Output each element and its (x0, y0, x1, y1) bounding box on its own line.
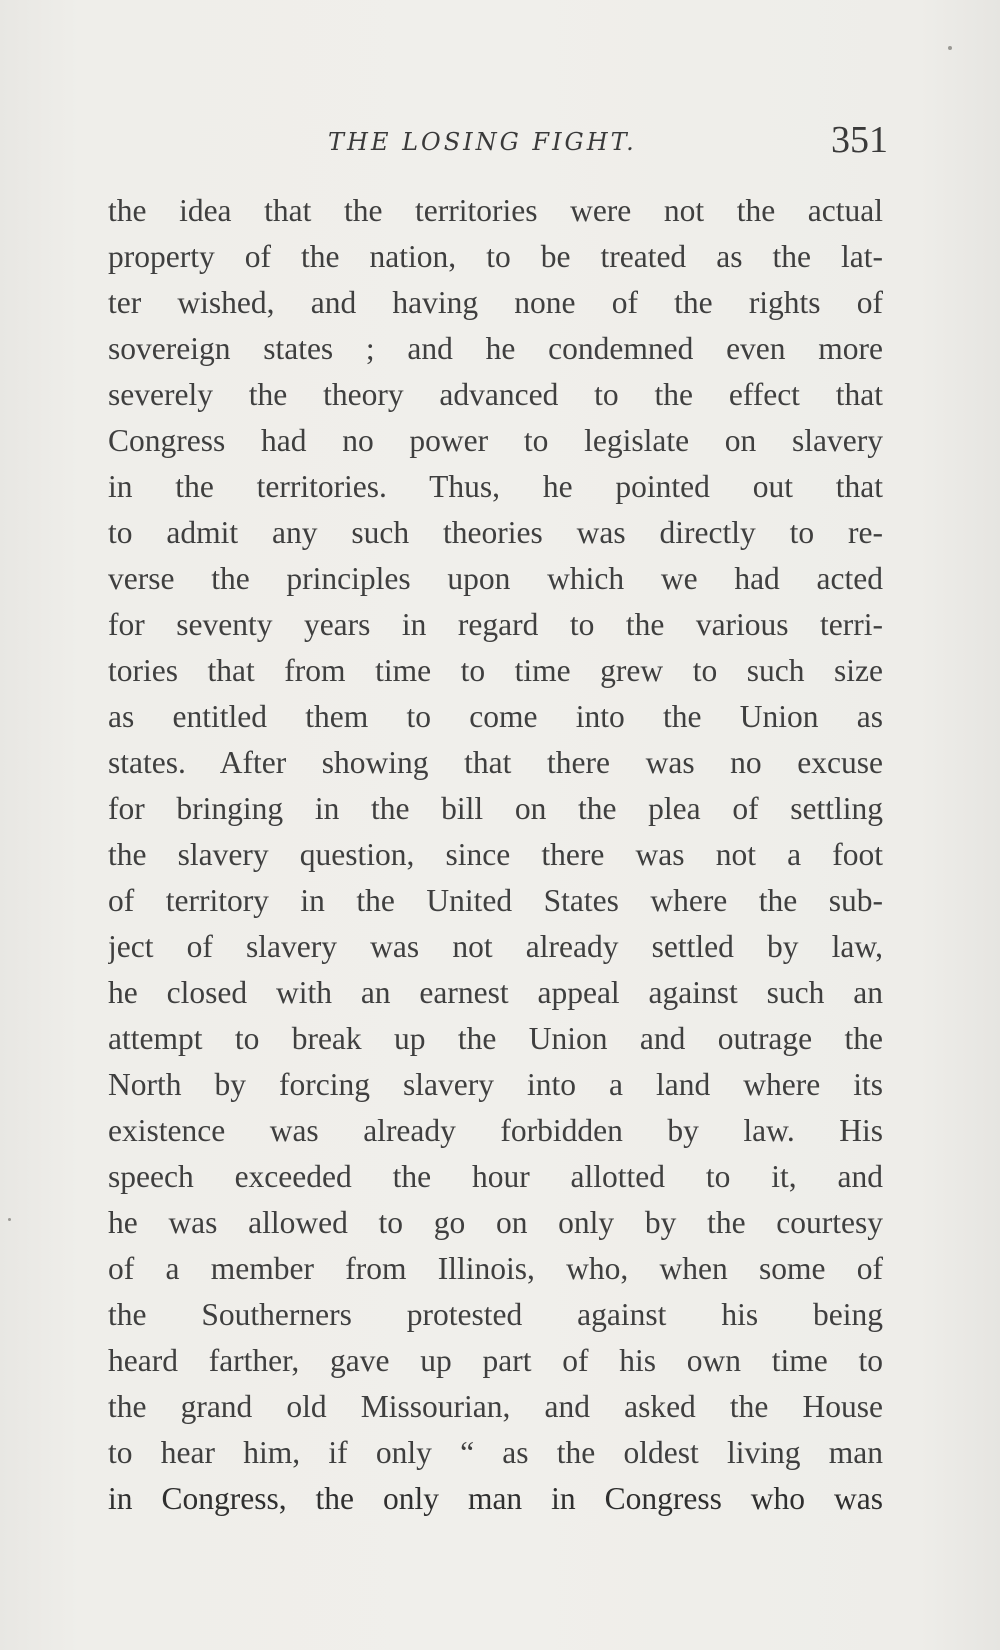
text-line: Congress had no power to legislate on slavery (108, 423, 883, 458)
text-line: as entitled them to come into the Union as (108, 699, 883, 734)
paper-speck (8, 1218, 11, 1221)
text-line: severely the theory advanced to the effect that (108, 377, 883, 412)
text-line: the idea that the territories were not the actual (108, 193, 883, 228)
text-line: for bringing in the bill on the plea of settling (108, 791, 883, 826)
text-line: of a member from Illinois, who, when some of (108, 1251, 883, 1286)
text-line: ter wished, and having none of the rights of (108, 285, 883, 320)
text-line: ject of slavery was not already settled by law, (108, 929, 883, 964)
paper-speck (948, 46, 952, 50)
text-line: to hear him, if only “ as the oldest living man (108, 1435, 883, 1470)
text-line: property of the nation, to be treated as the lat- (108, 239, 883, 274)
text-line: tories that from time to time grew to such size (108, 653, 883, 688)
page-header (108, 118, 888, 168)
text-line: the grand old Missourian, and asked the House (108, 1389, 883, 1424)
text-line: verse the principles upon which we had acted (108, 561, 883, 596)
text-line: attempt to break up the Union and outrage the (108, 1021, 883, 1056)
text-line: heard farther, gave up part of his own time to (108, 1343, 883, 1378)
text-line: sovereign states ; and he condemned even more (108, 331, 883, 366)
text-line: for seventy years in regard to the various terri- (108, 607, 883, 642)
text-line: in the territories. Thus, he pointed out that (108, 469, 883, 504)
text-line: he closed with an earnest appeal against such an (108, 975, 883, 1010)
text-line: of territory in the United States where the sub- (108, 883, 883, 918)
text-line: speech exceeded the hour allotted to it, and (108, 1159, 883, 1194)
text-line: he was allowed to go on only by the courtesy (108, 1205, 883, 1240)
page-number: 351 (831, 119, 888, 161)
body-text (108, 188, 883, 1522)
text-line: states. After showing that there was no excuse (108, 745, 883, 780)
text-line: existence was already forbidden by law. His (108, 1113, 883, 1148)
running-title: THE LOSING FIGHT. (328, 128, 637, 156)
text-line: the slavery question, since there was not a foot (108, 837, 883, 872)
text-line: the Southerners protested against his being (108, 1297, 883, 1332)
text-line: to admit any such theories was directly to re- (108, 515, 883, 550)
text-line: in Congress, the only man in Congress who was (108, 1481, 883, 1516)
text-line: North by forcing slavery into a land where its (108, 1067, 883, 1102)
